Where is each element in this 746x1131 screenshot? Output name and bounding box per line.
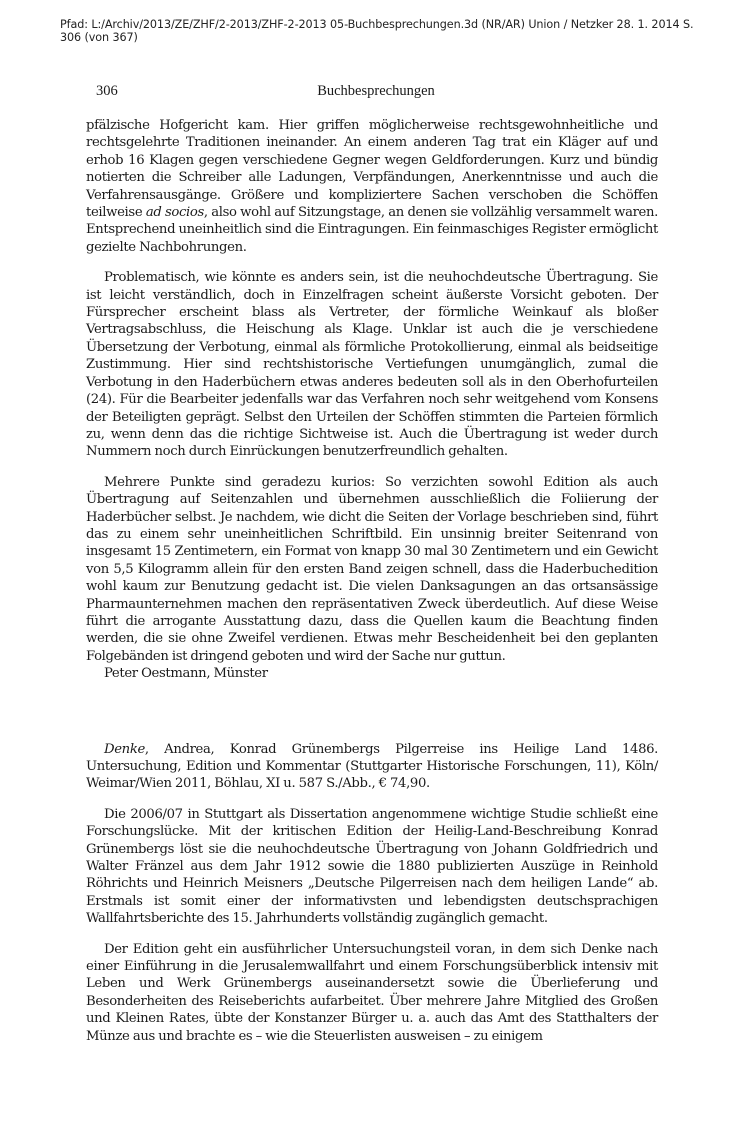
bibliographic-entry: Denke, Andrea, Konrad Grünembergs Pilgerreise ins Heilige Land 1486. Untersuchung, Edition und Kommentar (Stuttgarter Historische Forschungen, 11), Köln/ Weimar/Wien 2011, Böhlau, XI u. 587 S./Abb., € 74,90.	[86, 741, 658, 792]
running-head: Buchbesprechungen	[317, 83, 435, 99]
italic-term: ad socios	[145, 205, 204, 221]
main-text	[86, 117, 658, 1045]
review1-paragraph-1: pfälzische Hofgericht kam. Hier griffen möglicherweise rechtsgewohnheitliche und rechtsgelehrte Traditionen ineinander. An einem anderen Tag trat ein Kläger auf und erhob 16 Klagen gegen verschiedene Gegner wegen Geldforderungen. Kurz und bündig notierten die Schreiber alle Ladungen, Verpfändungen, Anerkenntnisse und auch die Verfahrensausgänge. Größere und kompliziertere Sachen verschoben die Schöffen teilweise ad socios, also wohl auf Sitzungstage, an denen sie vollzählig versammelt waren. Entsprechend uneinheitlich sind die Eintragungen. Ein feinmaschiges Register ermöglicht gezielte Nachbohrungen.	[86, 118, 658, 255]
reviewer-signature: Peter Oestmann, Münster	[104, 666, 268, 682]
review2-paragraph-1: Die 2006/07 in Stuttgart als Dissertation angenommene wichtige Studie schließt eine Forschungslücke. Mit der kritischen Edition der Heilig-Land-Beschreibung Konrad Grünembergs löst sie die neuhochdeutsche Übertragung von Johann Goldfriedrich und Walter Fränzel aus dem Jahr 1912 sowie die 1880 publizierten Auszüge in Reinhold Röhrichts und Heinrich Meisners „Deutsche Pilgerreisen nach dem heiligen Lande“ ab. Erstmals ist somit einer der informativsten und lebendigsten deutschsprachigen Wallfahrtsberichte des 15. Jahrhunderts vollständig zugänglich gemacht.	[86, 806, 658, 927]
bib-author: Denke	[104, 741, 145, 757]
review1-paragraph-2: Problematisch, wie könnte es anders sein, ist die neuhochdeutsche Übertragung. Sie ist leicht verständlich, doch in Einzelfragen scheint äußerste Vorsicht geboten. Der Fürsprecher erscheint blass als Vertreter, der förmliche Weinkauf als bloßer Vertragsabschluss, die Heischung als Klage. Unklar ist auch die je verschiedene Übersetzung der Verbotung, einmal als förmliche Protokollierung, einmal als beidseitige Zustimmung. Hier sind rechtshistorische Vertiefungen unumgänglich, zumal die Verbotung in den Haderbüchern etwas anderes bedeuten soll als in den Oberhofurteilen (24). Für die Bearbeiter jedenfalls war das Verfahren noch sehr weitgehend vom Konsens der Beteiligten geprägt. Selbst den Urteilen der Schöffen stimmten die Parteien förmlich zu, wenn denn das die richtige Sichtweise ist. Auch die Übertragung ist weder durch Nummern noch durch Einrückungen benutzerfreundlich gehalten.	[86, 270, 658, 460]
page-number: 306	[96, 83, 118, 99]
review1-paragraph-3: Mehrere Punkte sind geradezu kurios: So verzichten sowohl Edition als auch Übertragung auf Seitenzahlen und übernehmen ausschließlich die Foliierung der Haderbücher selbst. Je nachdem, wie dicht die Seiten der Vorlage beschrieben sind, führt das zu einem sehr uneinheitlichen Schriftbild. Ein unsinnig breiter Seitenrand von insgesamt 15 Zentimetern, ein Format von knapp 30 mal 30 Zentimetern und ein Gewicht von 5,5 Kilogramm allein für den ersten Band zeigen schnell, dass die Haderbuchedition wohl kaum zur Benutzung gedacht ist. Die vielen Danksagungen an das ortsansässige Pharmaunternehmen machen den repräsentativen Zweck überdeutlich. Auf diese Weise führt die arrogante Ausstattung dazu, dass die Quellen kaum die Beachtung finden werden, die sie ohne Zweifel verdienen. Etwas mehr Bescheidenheit bei den geplanten Folgebänden ist dringend geboten und wird der Sache nur guttun.	[86, 474, 658, 664]
file-path-slug: Pfad: L:/Archiv/2013/ZE/ZHF/2-2013/ZHF-2-2013 05-Buchbesprechungen.3d (NR/AR) Union / Netzker 28. 1. 2014 S. 306 (von 367)	[60, 18, 694, 44]
review2-paragraph-2: Der Edition geht ein ausführlicher Untersuchungsteil voran, in dem sich Denke nach einer Einführung in die Jerusalemwallfahrt und einem Forschungsüberblick intensiv mit Leben und Werk Grünembergs auseinandersetzt sowie die Überlieferung und Besonderheiten des Reiseberichts aufarbeitet. Über mehrere Jahre Mitglied des Großen und Kleinen Rates, übte der Konstanzer Bürger u. a. auch das Amt des Statthalters der Münze aus und brachte es – wie die Steuerlisten ausweisen – zu einigem	[86, 941, 658, 1044]
